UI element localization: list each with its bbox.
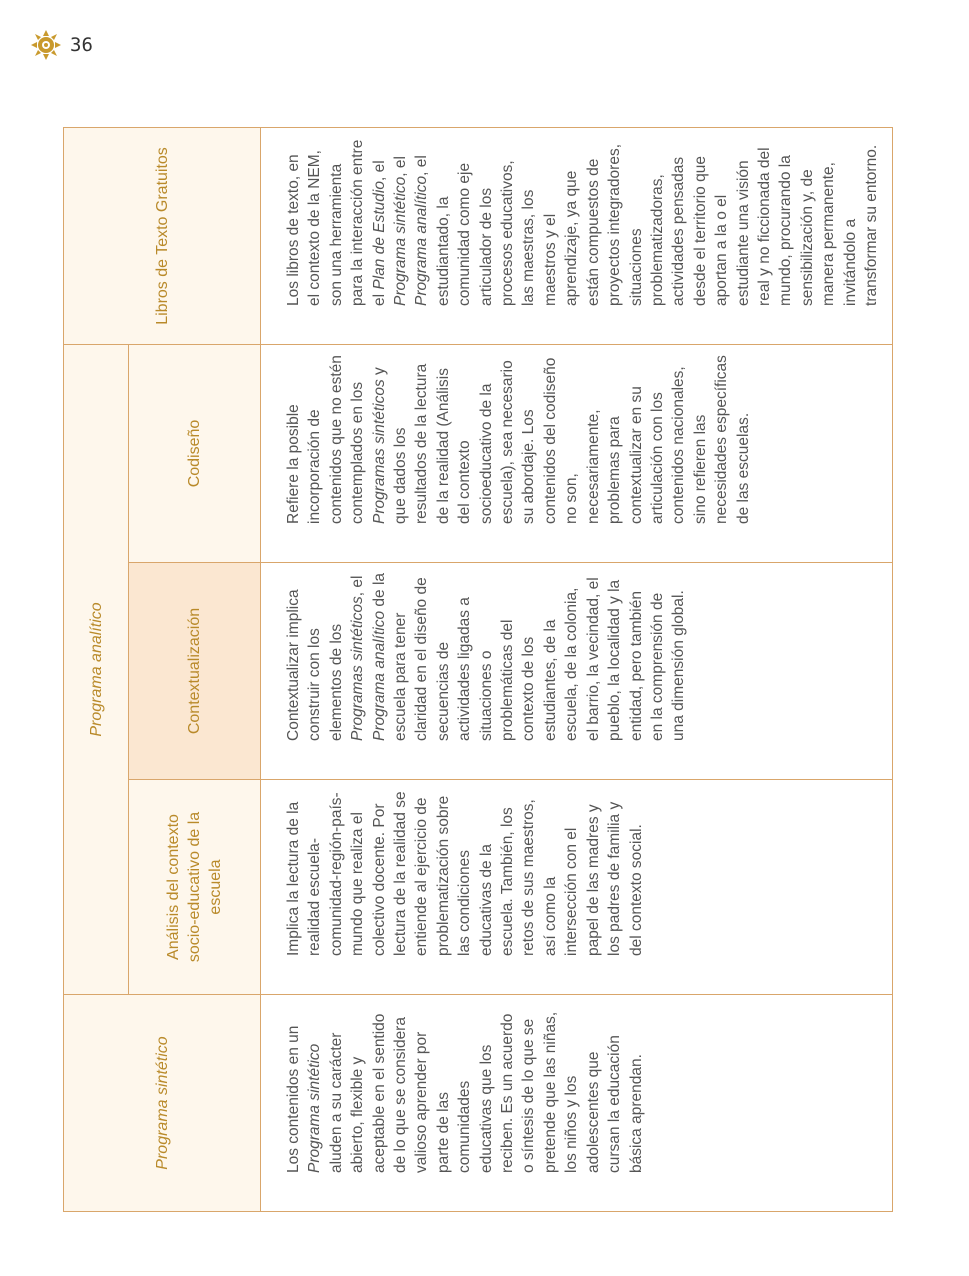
text-run: , el — [370, 160, 388, 182]
cell-codiseno — [261, 344, 893, 562]
italic-text: Programa sintético — [392, 176, 410, 306]
sun-logo-icon — [30, 29, 62, 61]
cell-programa-sintetico — [261, 995, 893, 1212]
italic-text: Programas sintéticos — [370, 379, 388, 524]
text-run: , el estudiantado, la comunidad como eje articulador de los procesos educativos, las maestras, los maestros y el aprendizaje, ya que están compuestos de proyectos integradores, situaciones problematizadoras, actividades pensadas desde el territorio que aportan a la o el estudiante una visión real y no ficcionada del mundo, procurando la sensibilización y, de manera permanente, invitándolo a transformar su entorno. — [413, 143, 880, 306]
italic-text: Plan de Estudio — [370, 181, 388, 290]
header-contextualizacion: Contextualización — [129, 563, 261, 780]
italic-text: Programa analítico — [370, 610, 388, 741]
header-libros-texto: Libros de Texto Gratuitos — [64, 127, 261, 344]
text-run: y que dados los resultados de la lectura de la realidad (Análisis del contexto socioeducativo de la escuela), sea necesario su abordaje. Los contenidos del codiseño no son, necesariamente, problemas para contextualizar en su articulación con los contenidos nacionales, sino refieren las necesidades específicas de las escuelas. — [370, 355, 752, 524]
italic-text: Programa analítico — [413, 175, 431, 306]
page-number: 36 — [70, 34, 93, 56]
cell-contextualizacion — [261, 563, 893, 780]
text-run: Refiere la posible incorporación de contenidos que no estén contemplados en los — [285, 355, 367, 524]
comparison-table — [63, 128, 878, 1212]
text-run: de la escuela para tener claridad en el diseño de secuencias de actividades ligadas a situaciones o problemáticas del contexto de los estudiantes, de la escuela, de la colonia, el barrio, la vecindad, el pueblo, la localidad y la entidad, pero también en la comprensión de una dimensión global. — [370, 572, 688, 741]
text-run: aluden a su carácter abierto, flexible y aceptable en el sentido de lo que se considera valioso aprender por parte de las comunidades educativas que los reciben. Es un acuerdo o síntesis de lo que se pretende que las niñas, los niños y los adolescentes que cursan la educación básica aprendan. — [327, 1011, 645, 1173]
cell-libros-texto — [261, 127, 893, 344]
text-run: Los contenidos en un — [285, 1025, 302, 1173]
text-run: , el — [392, 156, 410, 177]
header-programa-sintetico: Programa sintético — [64, 995, 261, 1212]
italic-text: Programas sintéticos — [349, 596, 367, 741]
header-analisis-contexto: Análisis del contexto socio-educativo de la escuela — [129, 780, 261, 995]
italic-text: Programa sintético — [306, 1043, 324, 1173]
cell-analisis-contexto — [261, 780, 893, 995]
page-header — [30, 28, 93, 62]
header-programa-analitico: Programa analítico — [64, 344, 129, 994]
text-run: , el — [349, 575, 367, 597]
text-run: Contextualizar implica construir con los elementos de los — [285, 589, 345, 741]
header-codiseno: Codiseño — [129, 344, 261, 562]
text-run: Implica la lectura de la realidad escuela-comunidad-región-país-mundo que realiza el colectivo docente. Por lectura de la realidad se entiende al ejercicio de problematización sobre las condiciones educativas de la escuela. También, los retos de sus maestros, así como la intersección con el papel de las madres y los padres de familia y del contexto social. — [285, 791, 645, 956]
text-run: Los libros de texto, en el contexto de la NEM, son una herramienta para la interacción entre el — [285, 139, 388, 306]
